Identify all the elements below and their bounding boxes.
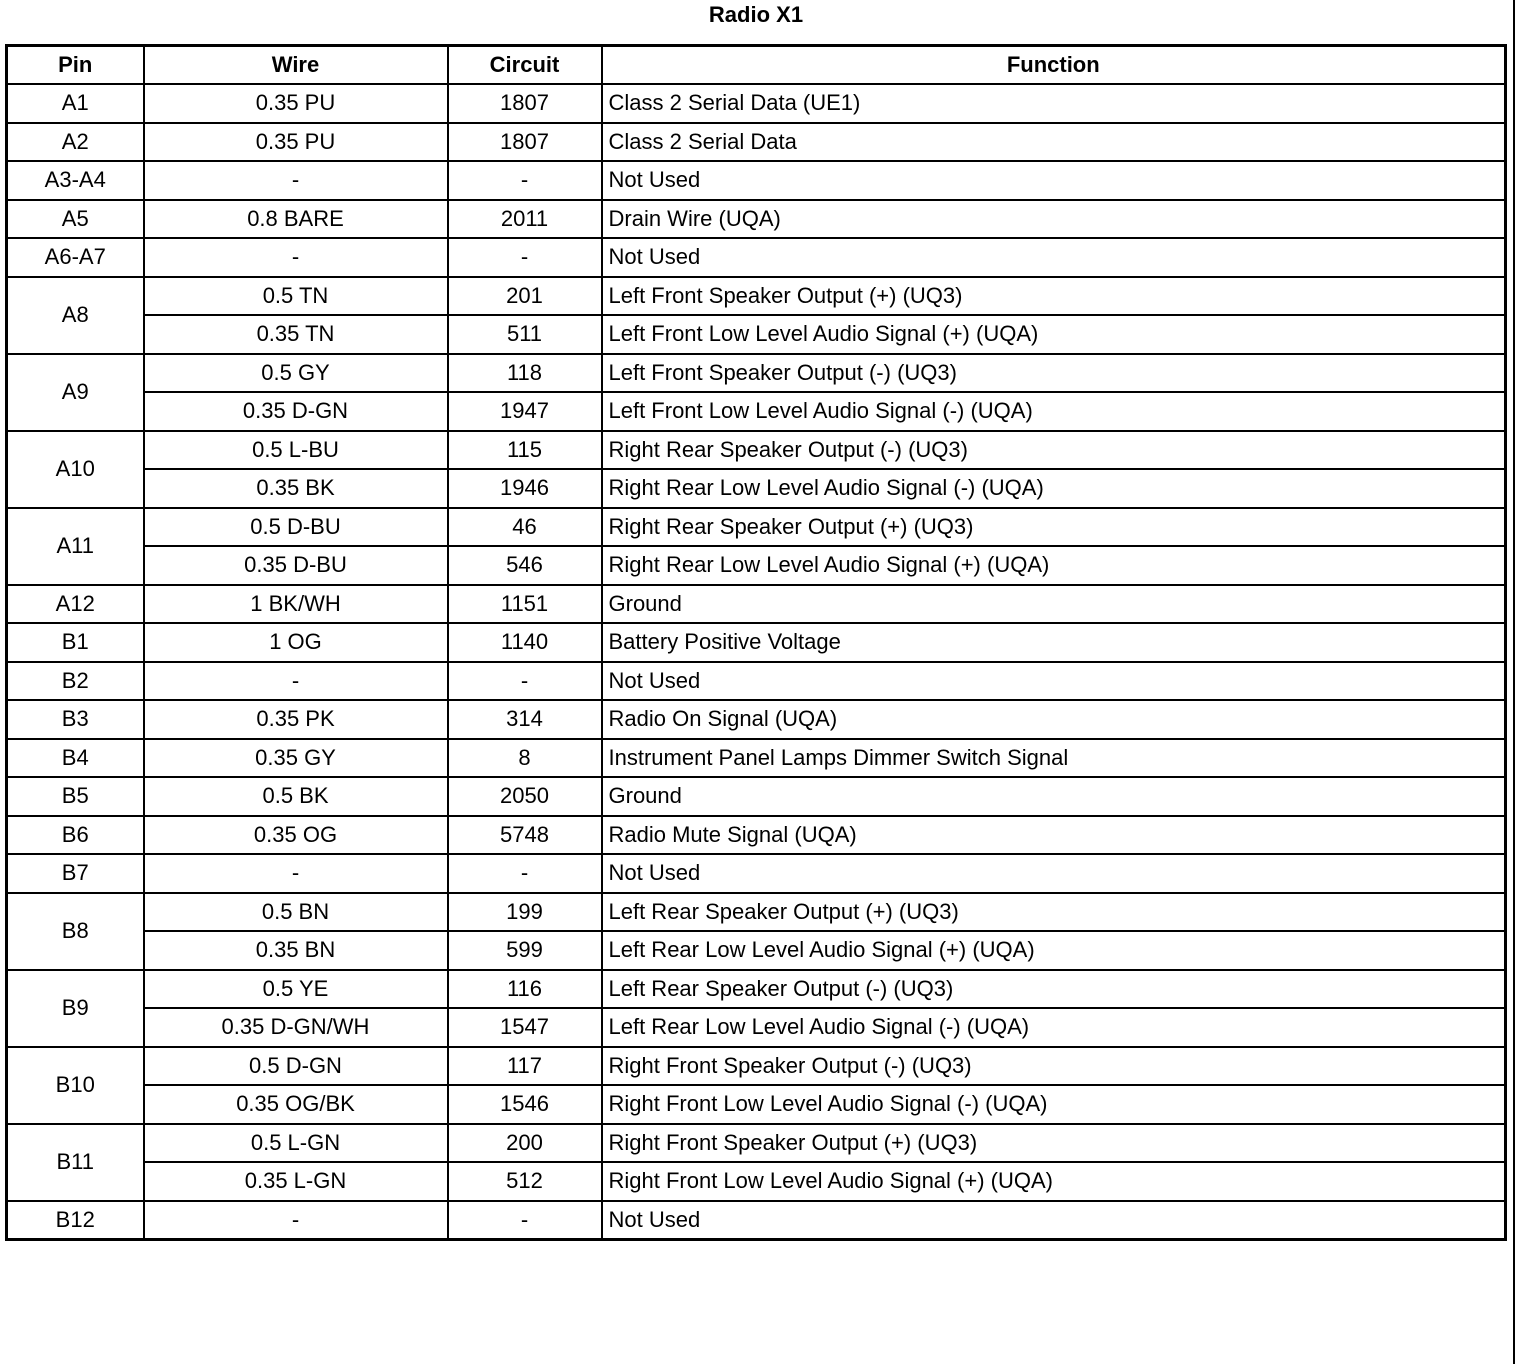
pin-cell: A2 [7, 123, 144, 162]
pin-cell: B9 [7, 970, 144, 1047]
table-row [7, 546, 1506, 585]
table-row [7, 354, 1506, 393]
wire-cell: 0.5 D-GN [144, 1047, 448, 1086]
table-row [7, 161, 1506, 200]
table-row [7, 392, 1506, 431]
connector-pinout-table [5, 44, 1507, 1241]
wire-cell: 0.35 L-GN [144, 1162, 448, 1201]
circuit-cell: 1546 [448, 1085, 602, 1124]
circuit-cell: 46 [448, 508, 602, 547]
table-row [7, 431, 1506, 470]
function-cell: Radio On Signal (UQA) [602, 700, 1506, 739]
function-cell: Not Used [602, 161, 1506, 200]
wire-cell: - [144, 161, 448, 200]
wire-cell: 0.5 BN [144, 893, 448, 932]
wire-cell: 0.35 BK [144, 469, 448, 508]
pin-cell: A3-A4 [7, 161, 144, 200]
table-row [7, 893, 1506, 932]
wire-cell: 1 OG [144, 623, 448, 662]
header-wire: Wire [144, 46, 448, 85]
pin-cell: A12 [7, 585, 144, 624]
function-cell: Right Front Low Level Audio Signal (-) (UQA) [602, 1085, 1506, 1124]
function-cell: Ground [602, 777, 1506, 816]
function-cell: Not Used [602, 662, 1506, 701]
pin-cell: A5 [7, 200, 144, 239]
wire-cell: 0.35 D-GN/WH [144, 1008, 448, 1047]
circuit-cell: 118 [448, 354, 602, 393]
table-row [7, 970, 1506, 1009]
pin-cell: B8 [7, 893, 144, 970]
function-cell: Battery Positive Voltage [602, 623, 1506, 662]
wire-cell: 0.5 GY [144, 354, 448, 393]
table-row [7, 315, 1506, 354]
function-cell: Left Front Low Level Audio Signal (-) (UQA) [602, 392, 1506, 431]
function-cell: Left Rear Low Level Audio Signal (-) (UQA) [602, 1008, 1506, 1047]
table-row [7, 777, 1506, 816]
circuit-cell: 511 [448, 315, 602, 354]
wire-cell: 0.35 OG/BK [144, 1085, 448, 1124]
table-row [7, 508, 1506, 547]
header-row [7, 46, 1506, 85]
page-edge-divider [1513, 0, 1515, 1364]
function-cell: Right Rear Speaker Output (+) (UQ3) [602, 508, 1506, 547]
circuit-cell: - [448, 662, 602, 701]
wire-cell: 0.5 TN [144, 277, 448, 316]
circuit-cell: 1807 [448, 84, 602, 123]
wire-cell: 0.35 PU [144, 84, 448, 123]
function-cell: Left Rear Speaker Output (+) (UQ3) [602, 893, 1506, 932]
pin-cell: B4 [7, 739, 144, 778]
pin-cell: B7 [7, 854, 144, 893]
circuit-cell: - [448, 1201, 602, 1240]
table-row [7, 1124, 1506, 1163]
table-row [7, 931, 1506, 970]
table-row [7, 700, 1506, 739]
wire-cell: - [144, 854, 448, 893]
circuit-cell: - [448, 854, 602, 893]
function-cell: Right Rear Speaker Output (-) (UQ3) [602, 431, 1506, 470]
wire-cell: - [144, 662, 448, 701]
table-row [7, 1162, 1506, 1201]
pin-cell: B2 [7, 662, 144, 701]
header-pin: Pin [7, 46, 144, 85]
header-function: Function [602, 46, 1506, 85]
pin-cell: A1 [7, 84, 144, 123]
circuit-cell: 201 [448, 277, 602, 316]
wire-cell: 0.35 D-GN [144, 392, 448, 431]
circuit-cell: 2011 [448, 200, 602, 239]
function-cell: Right Front Low Level Audio Signal (+) (UQA) [602, 1162, 1506, 1201]
wire-cell: - [144, 1201, 448, 1240]
function-cell: Class 2 Serial Data (UE1) [602, 84, 1506, 123]
table-body [7, 84, 1506, 1239]
function-cell: Class 2 Serial Data [602, 123, 1506, 162]
table-row [7, 623, 1506, 662]
function-cell: Right Front Speaker Output (-) (UQ3) [602, 1047, 1506, 1086]
pin-cell: B12 [7, 1201, 144, 1240]
pin-cell: A10 [7, 431, 144, 508]
function-cell: Instrument Panel Lamps Dimmer Switch Signal [602, 739, 1506, 778]
circuit-cell: - [448, 238, 602, 277]
circuit-cell: 116 [448, 970, 602, 1009]
wire-cell: 0.35 BN [144, 931, 448, 970]
table-row [7, 1047, 1506, 1086]
pin-cell: A6-A7 [7, 238, 144, 277]
function-cell: Ground [602, 585, 1506, 624]
pin-cell: B11 [7, 1124, 144, 1201]
circuit-cell: 1947 [448, 392, 602, 431]
circuit-cell: 546 [448, 546, 602, 585]
table-row [7, 739, 1506, 778]
wire-cell: 0.35 PK [144, 700, 448, 739]
function-cell: Left Rear Speaker Output (-) (UQ3) [602, 970, 1506, 1009]
function-cell: Left Front Speaker Output (-) (UQ3) [602, 354, 1506, 393]
function-cell: Not Used [602, 238, 1506, 277]
function-cell: Left Front Speaker Output (+) (UQ3) [602, 277, 1506, 316]
table-title: Radio X1 [708, 2, 804, 27]
circuit-cell: - [448, 161, 602, 200]
pin-cell: B5 [7, 777, 144, 816]
function-cell: Left Front Low Level Audio Signal (+) (UQA) [602, 315, 1506, 354]
function-cell: Not Used [602, 1201, 1506, 1240]
table-row [7, 84, 1506, 123]
circuit-cell: 1807 [448, 123, 602, 162]
table-row [7, 1085, 1506, 1124]
pin-cell: B3 [7, 700, 144, 739]
wire-cell: 0.5 YE [144, 970, 448, 1009]
function-cell: Right Rear Low Level Audio Signal (-) (UQA) [602, 469, 1506, 508]
circuit-cell: 8 [448, 739, 602, 778]
table-row [7, 816, 1506, 855]
circuit-cell: 200 [448, 1124, 602, 1163]
wire-cell: 0.5 L-GN [144, 1124, 448, 1163]
circuit-cell: 199 [448, 893, 602, 932]
function-cell: Drain Wire (UQA) [602, 200, 1506, 239]
circuit-cell: 1946 [448, 469, 602, 508]
wire-cell: 0.35 OG [144, 816, 448, 855]
table-row [7, 854, 1506, 893]
table-row [7, 123, 1506, 162]
wire-cell: 0.35 GY [144, 739, 448, 778]
pin-cell: A8 [7, 277, 144, 354]
pin-cell: B1 [7, 623, 144, 662]
wire-cell: 0.35 PU [144, 123, 448, 162]
pin-cell: A11 [7, 508, 144, 585]
table-row [7, 200, 1506, 239]
table-row [7, 585, 1506, 624]
circuit-cell: 314 [448, 700, 602, 739]
circuit-cell: 1140 [448, 623, 602, 662]
circuit-cell: 5748 [448, 816, 602, 855]
pin-cell: A9 [7, 354, 144, 431]
function-cell: Not Used [602, 854, 1506, 893]
wire-cell: 0.5 D-BU [144, 508, 448, 547]
wire-cell: 1 BK/WH [144, 585, 448, 624]
circuit-cell: 599 [448, 931, 602, 970]
wire-cell: 0.5 BK [144, 777, 448, 816]
header-circuit: Circuit [448, 46, 602, 85]
table-row [7, 277, 1506, 316]
circuit-cell: 1151 [448, 585, 602, 624]
wire-cell: 0.35 D-BU [144, 546, 448, 585]
function-cell: Right Rear Low Level Audio Signal (+) (UQA) [602, 546, 1506, 585]
circuit-cell: 512 [448, 1162, 602, 1201]
wire-cell: 0.8 BARE [144, 200, 448, 239]
function-cell: Left Rear Low Level Audio Signal (+) (UQA) [602, 931, 1506, 970]
circuit-cell: 117 [448, 1047, 602, 1086]
circuit-cell: 1547 [448, 1008, 602, 1047]
table-row [7, 1008, 1506, 1047]
table-row [7, 469, 1506, 508]
pin-cell: B10 [7, 1047, 144, 1124]
function-cell: Radio Mute Signal (UQA) [602, 816, 1506, 855]
wire-cell: 0.5 L-BU [144, 431, 448, 470]
function-cell: Right Front Speaker Output (+) (UQ3) [602, 1124, 1506, 1163]
table-row [7, 1201, 1506, 1240]
circuit-cell: 2050 [448, 777, 602, 816]
table-row [7, 662, 1506, 701]
wire-cell: 0.35 TN [144, 315, 448, 354]
circuit-cell: 115 [448, 431, 602, 470]
table-row [7, 238, 1506, 277]
pin-cell: B6 [7, 816, 144, 855]
wire-cell: - [144, 238, 448, 277]
